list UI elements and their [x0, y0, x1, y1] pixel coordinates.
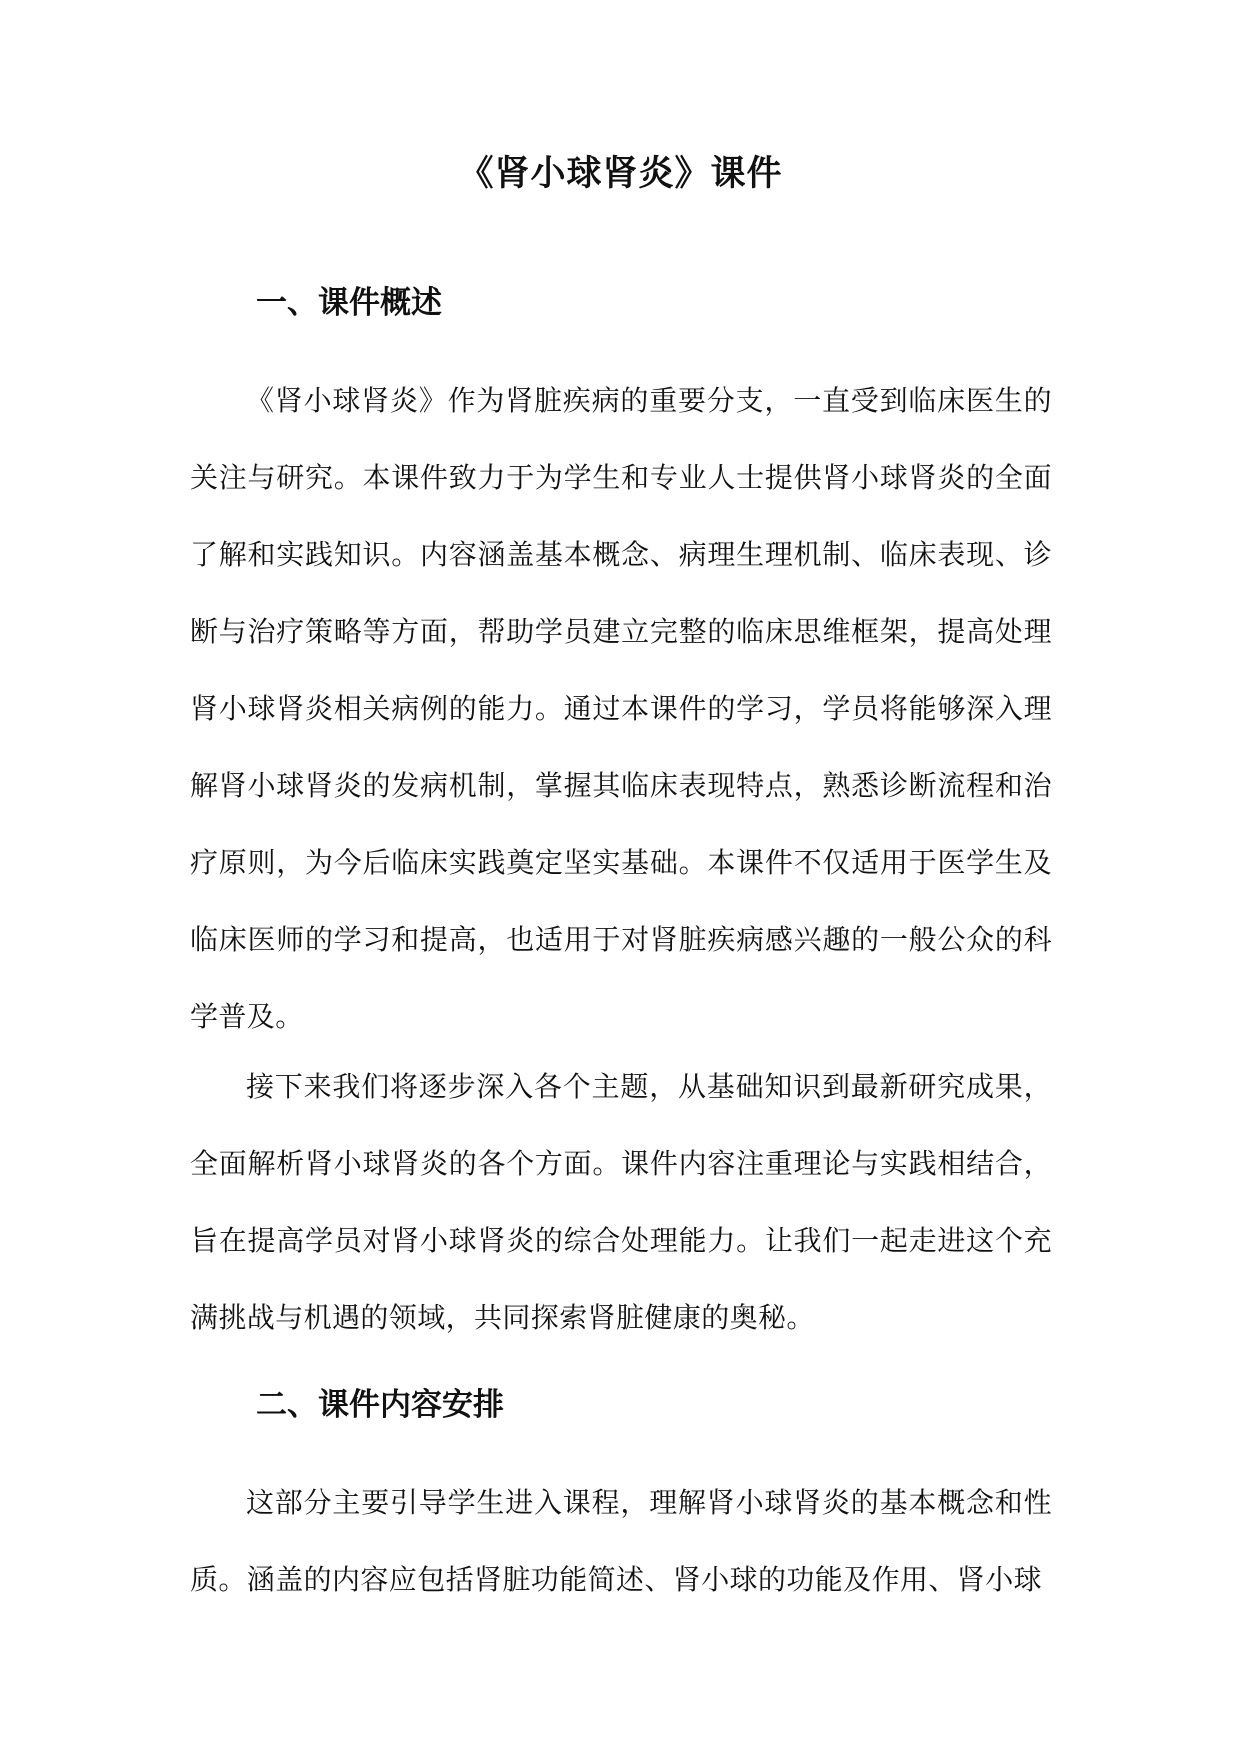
section-heading-overview: 一、课件概述 [256, 285, 442, 321]
document-title: 《肾小球肾炎》课件 [458, 153, 783, 194]
content-arrangement-paragraph-1: 这部分主要引导学生进入课程，理解肾小球肾炎的基本概念和性质。涵盖的内容应包括肾脏功能简述、肾小球的功能及作用、肾小球 [190, 1486, 1052, 1596]
overview-paragraph-1: 《肾小球肾炎》作为肾脏疾病的重要分支，一直受到临床医生的关注与研究。本课件致力于为学生和专业人士提供肾小球肾炎的全面了解和实践知识。内容涵盖基本概念、病理生理机制、临床表现、诊断与治疗策略等方面，帮助学员建立完整的临床思维框架，提高处理肾小球肾炎相关病例的能力。通过本课件的学习，学员将能够深入理解肾小球肾炎的发病机制，掌握其临床表现特点，熟悉诊断流程和治疗原则，为今后临床实践奠定坚实基础。本课件不仅适用于医学生及临床医师的学习和提高，也适用于对肾脏疾病感兴趣的一般公众的科学普及。 [190, 384, 1052, 1033]
overview-paragraph-2: 接下来我们将逐步深入各个主题，从基础知识到最新研究成果，全面解析肾小球肾炎的各个方面。课件内容注重理论与实践相结合，旨在提高学员对肾小球肾炎的综合处理能力。让我们一起走进这个充满挑战与机遇的领域，共同探索肾脏健康的奥秘。 [190, 1070, 1052, 1334]
section-heading-content-arrangement: 二、课件内容安排 [256, 1387, 504, 1423]
